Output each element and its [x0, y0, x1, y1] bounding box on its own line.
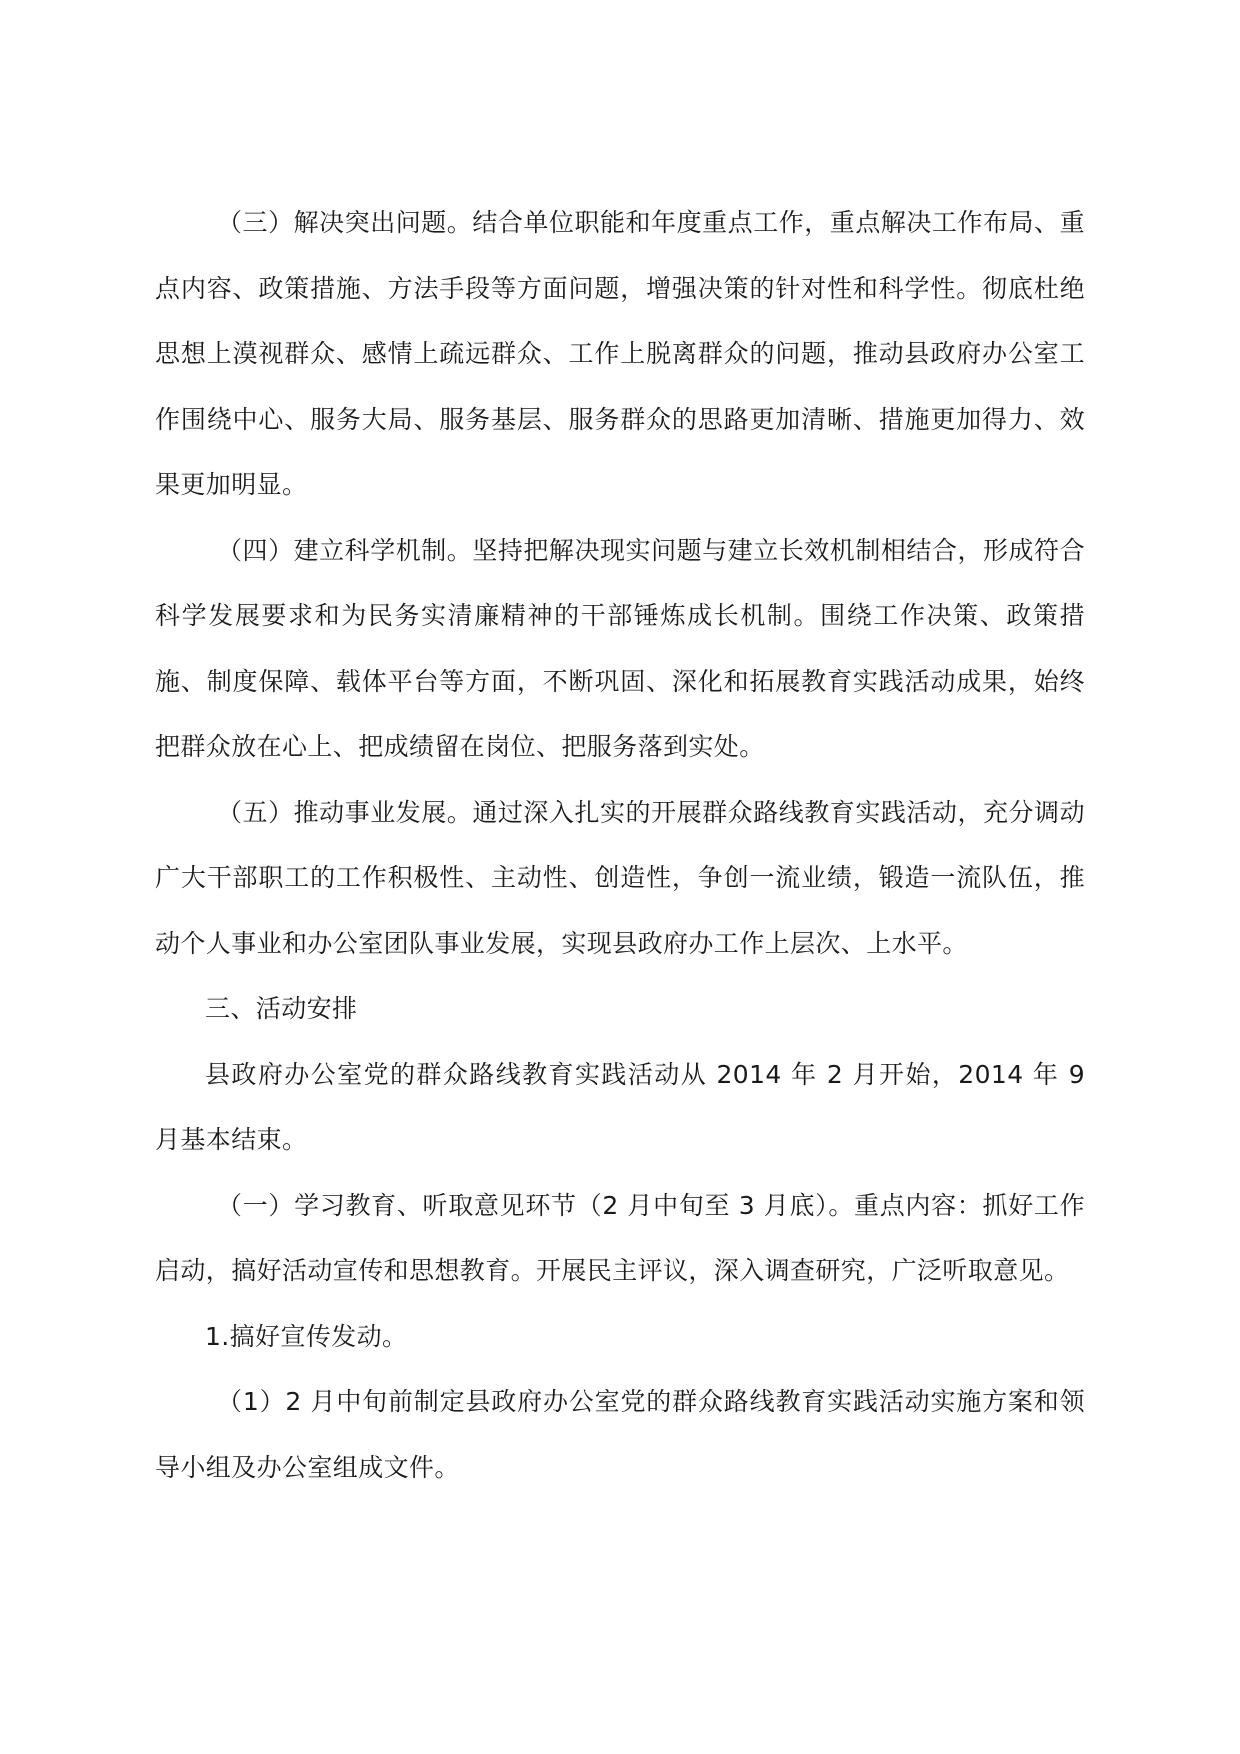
paragraph-phase-1: （一）学习教育、听取意见环节（2 月中旬至 3 月底）。重点内容：抓好工作启动，搞好活动宣传和思想教育。开展民主评议，深入调查研究，广泛听取意见。	[155, 1190, 1085, 1285]
paragraph-item-1: 1.搞好宣传发动。	[205, 1321, 408, 1351]
paragraph-section-4: （四）建立科学机制。坚持把解决现实问题与建立长效机制相结合，形成符合科学发展要求和为民务实清廉精神的干部锤炼成长机制。围绕工作决策、政策措施、制度保障、载体平台等方面，不断巩固、深化和拓展教育实践活动成果，始终把群众放在心上、把成绩留在岗位、把服务落到实处。	[155, 535, 1085, 761]
paragraph-section-3: （三）解决突出问题。结合单位职能和年度重点工作，重点解决工作布局、重点内容、政策措施、方法手段等方面问题，增强决策的针对性和科学性。彻底杜绝思想上漠视群众、感情上疏远群众、工作上脱离群众的问题，推动县政府办公室工作围绕中心、服务大局、服务基层、服务群众的思路更加清晰、措施更加得力、效果更加明显。	[155, 208, 1085, 499]
heading-activity-arrangement: 三、活动安排	[205, 994, 358, 1023]
document-body	[155, 190, 1085, 1500]
paragraph-section-5: （五）推动事业发展。通过深入扎实的开展群众路线教育实践活动，充分调动广大干部职工的工作积极性、主动性、创造性，争创一流业绩，锻造一流队伍，推动个人事业和办公室团队事业发展，实现县政府办工作上层次、上水平。	[155, 797, 1085, 958]
paragraph-subitem-1: （1）2 月中旬前制定县政府办公室党的群众路线教育实践活动实施方案和领导小组及办公室组成文件。	[155, 1387, 1085, 1482]
paragraph-schedule: 县政府办公室党的群众路线教育实践活动从 2014 年 2 月开始，2014 年 9 月基本结束。	[155, 1059, 1085, 1154]
